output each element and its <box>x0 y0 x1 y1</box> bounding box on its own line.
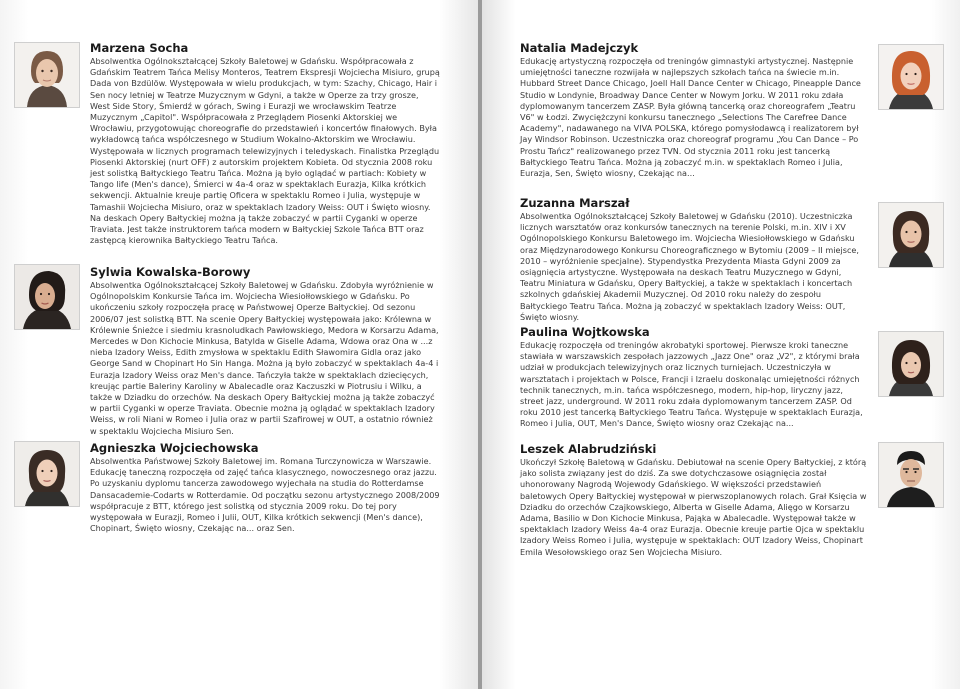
person-bio: Absolwentka Ogólnokształcącej Szkoły Baletowej w Gdańsku. Zdobyła wyróżnienie w Ogólnopolskim Konkursie Tańca im. Wojciecha Wiesiołłowskiego w Gdańsku. Po ukończeniu szkoły rozpoczęła pracę w Państwowej Operze Bałtyckiej. Od sezonu 2006/07 jest solistką BTT. Na scenie Opery Bałtyckiej występowała jako: Królewna w Królewnie Śnieżce i siedmiu krasnoludkach Pawłowskiego, Medora w Korsarzu Adama, Mercedes w Don Kichocie Minkusa, Batylda w Giselle Adama, Wdowa oraz Ona w ...z nieba Izadory Weiss, Edith zmysłowa w spektaklu Edith Sławomira Gidla oraz jako George Sand w Chopinart Ho Sin Hanga. Można ją było zobaczyć w spektaklach 4a-4 i Eurazja Izadory Weiss oraz Men's dance. Tańczyła także w spektaklach dziecięcych, kreując partie Baleriny Karoliny w Abalecadle oraz Kaczuszki w Piotrusiu i Wilku, a także w Dziadku do orzechów. Na deskach Opery Bałtyckiej można ją także zobaczyć w partii Cyganki w operze Traviata. Obecnie można ją oglądać w spektaklach Izadory Weiss, w roli Niani w Romeo i Julia oraz w partii Szafirowej w OUT, a ostatnio również w spektaklu Wojciecha Misiuro Sen. <box>90 280 439 436</box>
person-bio: Ukończył Szkołę Baletową w Gdańsku. Debiutował na scenie Opery Bałtyckiej, z którą jako solista związany jest do dziś. Za swe dotychczasowe osiągnięcia został uhonorowany Nagrodą Wojewody Gdańskiego. W większości przedstawień baletowych Opery Bałtyckiej występował w pierwszoplanowych rolach. Grał Księcia w Dziadku do orzechów Czajkowskiego, Alberta w Giselle Adama, Alięgo w Korsarzu Adama, Basilio w Don Kichocie Minkusa, Pająka w Abalecadle. Występował także w spektaklach Izadory Weiss 4a-4 oraz Eurazja. Obecnie kreuje partie Ojca w spektaklu Izadory Weiss Romeo i Julia, występuje w spektaklach: OUT Izadory Weiss, Chopinart Emila Wesołowskiego oraz Sen Wojciecha Misiuro. <box>520 457 867 557</box>
bio-entry-agnieszka-wojciechowska <box>90 441 440 534</box>
portrait-icon <box>879 203 943 267</box>
person-name: Natalia Madejczyk <box>520 41 639 55</box>
bio-entry-marzena-socha <box>90 41 440 246</box>
bio-entry-zuzanna-marszal <box>520 196 867 323</box>
bio-entry-paulina-wojtkowska <box>520 325 867 430</box>
left-page <box>0 0 478 689</box>
portrait-icon <box>15 43 79 107</box>
person-name: Zuzanna Marszał <box>520 196 630 210</box>
portrait-photo-zuzanna-marszal <box>878 202 944 268</box>
person-name: Leszek Alabrudziński <box>520 442 657 456</box>
portrait-photo-marzena-socha <box>14 42 80 108</box>
portrait-photo-agnieszka-wojciechowska <box>14 441 80 507</box>
person-bio: Edukację artystyczną rozpoczęła od treningów gimnastyki artystycznej. Następnie umiejętności taneczne rozwijała w najlepszych szkołach tańca na świecie m.in. Hubbard Street Dance Chicago, Joell Hall Dance Center w Chicago, Pineapple Dance Studio w Londynie, Broadway Dance Center w Nowym Jorku. W 2011 roku zdała dyplomowanym tancerzem ZASP. Była główną tancerką oraz choreografem „Teatru V6" w Łodzi. Zwyciężczyni konkursu tanecznego „Selections The Carefree Dance Academy", nadawanego na VIVA POLSKA, którego pomysłodawcą i realizatorem był Jay Windsor Robinson. Uczestniczka oraz choreograf programu „You Can Dance – Po Prostu Tańcz" realizowanego przez TVN. Od stycznia 2011 roku jest tancerką Bałtyckiego Teatru Tańca. Można ją zobaczyć m.in. w spektaklach Romeo i Julia, Eurazja, Sen, Święto wiosny, Czekając na... <box>520 56 861 179</box>
portrait-icon <box>879 443 943 507</box>
person-name: Sylwia Kowalska-Borowy <box>90 265 251 279</box>
person-bio: Absolwentka Ogólnokształcącej Szkoły Baletowej w Gdańsku. Współpracowała z Gdańskim Teatrem Tańca Melisy Monteros, Teatrem Ekspresji Wojciecha Misiuro, grupą Dada von Bzdülöw. Występowała w wielu produkcjach, w tym: Szachy, Chicago, Hair i Sen nocy letniej w Teatrze Muzycznym w Gdyni, a także w Operze za trzy grosze, West Side Story, Śmierdź w górach, Swing i Eurazji we wrocławskim Teatrze Muzycznym „Capitol". Współpracowała z Przeglądem Piosenki Aktorskiej we Wrocławiu, przygotowując choreografie do przedstawień i koncertów finałowych. Była wykładowcą tańca współczesnego w Studium Wokalno-Aktorskim we Wrocławiu. Występowała w licznych programach telewizyjnych i teledyskach. Finalistka Przeglądu Piosenki Aktorskiej (nurt OFF) z autorskim projektem Kobieta. Od stycznia 2008 roku jest solistką Bałtyckiego Teatru Tańca. Można ją było oglądać w partiach: Kobiety w Tango life (Men's dance), Śmierci w 4a-4 oraz w spektaklach Eurazja, Kilka krótkich sekwencji. Aktualnie kreuje partię Oficera w spektaklu Romeo i Julia, występuje w Tamashii Wojciecha Misiuro, oraz w spektaklach Izadory Weiss: OUT i Święto wiosny. Na deskach Opery Bałtyckiej można ją także zobaczyć w partii Cyganki w operze Traviata. Jest także instruktorem tańca modern w Bałtyckiej Szkole Tańca BTT oraz zastępcą kierownika Bałtyckiego Teatru Tańca. <box>90 56 440 246</box>
bio-entry-natalia-madejczyk <box>520 41 867 179</box>
portrait-photo-paulina-wojtkowska <box>878 331 944 397</box>
person-name: Marzena Socha <box>90 41 189 55</box>
portrait-icon <box>879 332 943 396</box>
portrait-icon <box>15 442 79 506</box>
bio-entry-leszek-alabrudzinski <box>520 442 867 558</box>
portrait-icon <box>879 45 943 109</box>
right-page <box>482 0 960 689</box>
person-name: Paulina Wojtkowska <box>520 325 650 339</box>
bio-entry-sylwia-kowalska-borowy <box>90 265 440 437</box>
portrait-photo-leszek-alabrudzinski <box>878 442 944 508</box>
person-bio: Edukację rozpoczęła od treningów akrobatyki sportowej. Pierwsze kroki taneczne stawiała w warszawskich zespołach jazzowych „Jazz One" oraz „V2", z którymi brała udział w produkcjach telewizyjnych oraz licznych turniejach. Uczestniczyła w warsztatach i projektach w Polsce, Francji i Izraelu doskonaląc umiejętności różnych technik tanecznych, m.in. tańca współczesnego, modern, hip-hop, liryczny jazz, street jazz, underground. W 2011 roku zdała dyplomowanym tancerzem ZASP. Od roku 2010 jest tancerką Bałtyckiego Teatru Tańca. Występuje w spektaklach Eurazja, Romeo i Julia, OUT, Men's Dance, Święto wiosny oraz Czekając na... <box>520 340 863 429</box>
portrait-icon <box>15 265 79 329</box>
person-bio: Absolwentka Państwowej Szkoły Baletowej im. Romana Turczynowicza w Warszawie. Edukację taneczną rozpoczęła od zajęć tańca klasycznego, nowoczesnego oraz jazzu. Po uzyskaniu dyplomu tancerza zawodowego wyjechała na studia do Rotterdamse Dansacademie-Codarts w Rotterdamie. Od początku sezonu artystycznego 2008/2009 współpracuje z BTT, którego jest solistką od stycznia 2009 roku. Do tej pory występowała w Eurazji, Romeo i Julii, OUT, Kilka krótkich sekwencji (Men's dance), Chopinart, Święto wiosny, Czekając na... oraz Sen. <box>90 456 440 534</box>
person-name: Agnieszka Wojciechowska <box>90 441 259 455</box>
portrait-photo-sylwia-kowalska-borowy <box>14 264 80 330</box>
person-bio: Absolwentka Ogólnokształcącej Szkoły Baletowej w Gdańsku (2010). Uczestniczka licznych warsztatów oraz konkursów tanecznych na terenie Polski, m.in. XIV i XV Ogólnopolskiego Konkursu Baletowego im. Wojciecha Wiesiołłowskiego w Gdańsku oraz Międzynarodowego Konkursu Choreograficznego w Bytomiu (2009 – II miejsce, 2010 – wyróżnienie specjalne). Stypendystka Prezydenta Miasta Gdyni 2009 za osiągnięcia artystyczne. Występowała na deskach Teatru Muzycznego w Gdyni, Teatru Miniatura w Gdańsku, Opery Bałtyckiej, a także w spektaklach i koncertach szkolnych gdańskiej Akademii Muzycznej. Od 2010 roku należy do zespołu Bałtyckiego Teatru Tańca. Można ją zobaczyć w spektaklach Izadory Weiss: OUT, Święto wiosny. <box>520 211 859 322</box>
portrait-photo-natalia-madejczyk <box>878 44 944 110</box>
